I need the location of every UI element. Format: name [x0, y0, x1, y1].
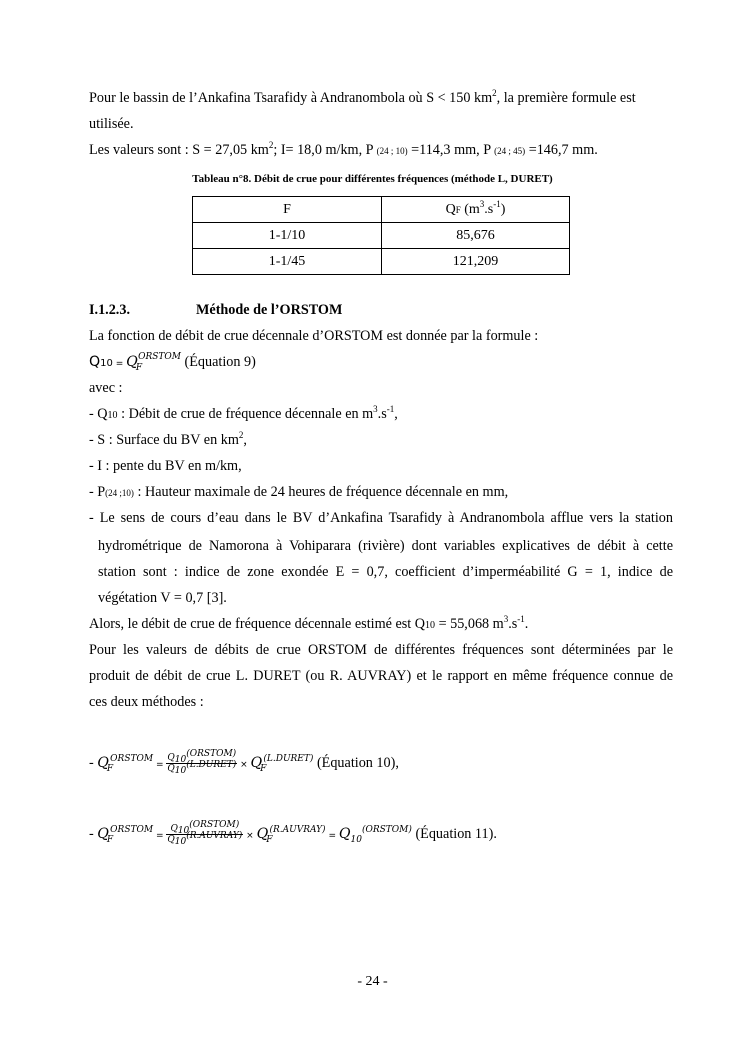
definition-sens-line1: - Le sens de cours d’eau dans le BV d’Ankafina Tsarafidy à Andranombola afflue vers la station — [89, 510, 673, 526]
equation-9: $Q10 = Q_F^{ORSTOM}$ (Équation 9) — [89, 352, 256, 373]
page-number: - 24 - — [357, 974, 388, 989]
table-row — [193, 223, 570, 249]
table-cell-q: 121,209 — [382, 249, 570, 275]
table-cell-q: 85,676 — [382, 223, 570, 249]
table-row — [193, 249, 570, 275]
pour-line1: Pour les valeurs de débits de crue ORSTOM de différentes fréquences sont déterminées par le — [89, 642, 673, 658]
section-heading — [89, 302, 673, 319]
table-caption: Tableau n°8. Débit de crue pour différentes fréquences (méthode L, DURET) — [192, 173, 553, 185]
definition-p: - P(24 ;10) : Hauteur maximale de 24 heures de fréquence décennale en mm, — [89, 484, 509, 500]
equation-10: - $Q_F^{ORSTOM}$ = $\frac{\text{Q10(ORSTOM)}}{\text{Q10(L.DURET)}}$ × $Q_F^{(L.DURET)}$ (Équation 10), — [89, 749, 399, 777]
pour-line2: produit de débit de crue L. DURET (ou R. AUVRAY) et le rapport en même fréquence connue de — [89, 668, 673, 684]
section-number: I.1.2.3. — [89, 302, 130, 318]
equation-11: - $Q_F^{ORSTOM}$ = $\frac{\text{Q10(ORSTOM)}}{\text{Q10(R.AUVRAY)}}$ × $Q_F^{(R.AUVRAY)} = Q_{10}^{(ORSTOM)}$ (Équation 11). — [89, 820, 497, 848]
definition-i: - I : pente du BV en m/km, — [89, 458, 242, 474]
paragraph-basin-line2: utilisée. — [89, 116, 134, 132]
table-header-q: QF $(m^3.s^{-1})$ — [382, 197, 570, 223]
intro-line: La fonction de débit de crue décennale d’ORSTOM est donnée par la formule : — [89, 328, 539, 344]
flow-table — [192, 196, 570, 275]
definition-sens-line2: hydrométrique de Namorona à Vohiparara (rivière) dont variables explicatives de débit à cette — [98, 538, 673, 554]
table-header-row — [193, 197, 570, 223]
fraction-orstom-lduret: $\frac{\text{Q10(ORSTOM)}}{\text{Q10(L.DURET)}}$ — [167, 749, 237, 777]
definition-s: - S : Surface du BV en $km^2$, — [89, 430, 247, 448]
pour-line3: ces deux méthodes : — [89, 694, 204, 710]
paragraph-basin-line1: Pour le bassin de l’Ankafina Tsarafidy à Andranombola où S < 150 $km^2$, la première formule est — [89, 88, 636, 106]
alors-line: Alors, le débit de crue de fréquence décennale estimé est Q10 = 55,068 $m^3.s^{-1}$. — [89, 614, 529, 632]
definition-q10: - Q10 : Débit de crue de fréquence décennale en $m^3.s^{-1}$, — [89, 404, 398, 422]
definition-sens-line3: station sont : indice de zone exondée E = 0,7, coefficient d’imperméabilité G = 1, indice de — [98, 564, 673, 580]
table-header-f: F — [193, 197, 382, 223]
section-title: Méthode de l’ORSTOM — [196, 302, 343, 318]
values-line: Les valeurs sont : S = 27,05 $km^2$; I= 18,0 m/km, P (24 ; 10) =114,3 mm, P (24 ; 45) =146,7 mm. — [89, 140, 598, 158]
avec-line: avec : — [89, 380, 123, 396]
table-cell-f: 1-1/10 — [193, 223, 382, 249]
table-cell-f: 1-1/45 — [193, 249, 382, 275]
fraction-orstom-rauvray: $\frac{\text{Q10(ORSTOM)}}{\text{Q10(R.AUVRAY)}}$ — [167, 820, 243, 848]
definition-sens-line4: végétation V = 0,7 [3]. — [98, 590, 227, 606]
